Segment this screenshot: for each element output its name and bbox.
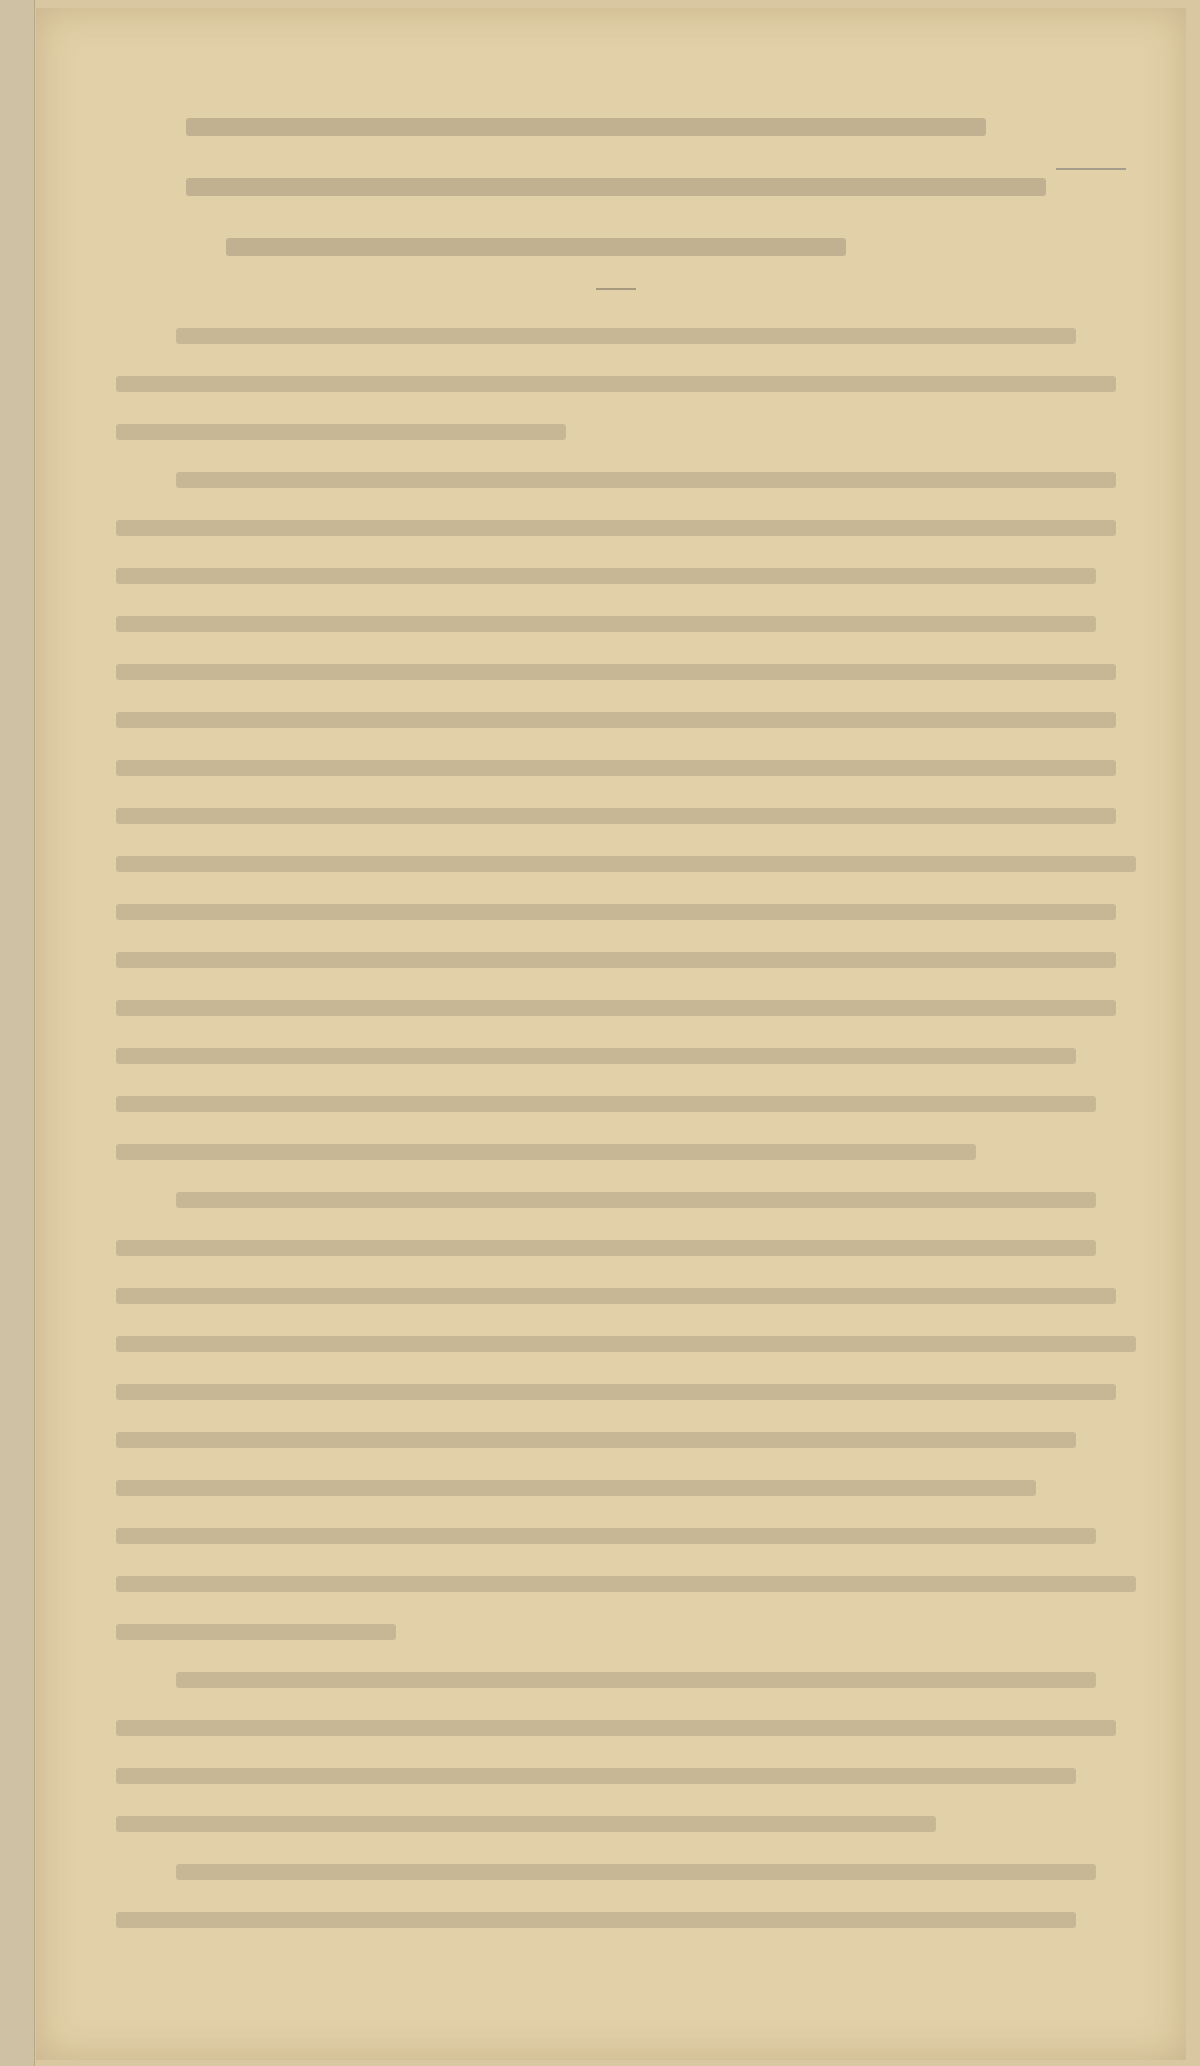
document-body xyxy=(116,328,1156,1960)
text-line xyxy=(116,808,1116,824)
text-line xyxy=(116,1528,1096,1544)
text-line xyxy=(116,1048,1076,1064)
document-page xyxy=(36,8,1186,2060)
text-line xyxy=(116,904,1116,920)
divider xyxy=(596,288,636,290)
text-line xyxy=(116,1480,1036,1496)
text-line xyxy=(116,616,1096,632)
text-line xyxy=(116,1816,936,1832)
text-line xyxy=(116,1720,1116,1736)
text-line xyxy=(116,520,1116,536)
text-line xyxy=(116,1240,1096,1256)
page-number-area xyxy=(1056,108,1126,170)
text-line xyxy=(116,1000,1116,1016)
title-block xyxy=(186,118,1066,298)
text-line xyxy=(116,952,1116,968)
text-line xyxy=(176,328,1076,344)
text-line xyxy=(116,1624,396,1640)
text-line xyxy=(116,1384,1116,1400)
text-line xyxy=(116,568,1096,584)
text-line xyxy=(116,424,566,440)
text-line xyxy=(116,1336,1136,1352)
text-line xyxy=(116,1912,1076,1928)
text-line xyxy=(116,712,1116,728)
title-line-3 xyxy=(226,238,846,256)
title-line-2 xyxy=(186,178,1046,196)
text-line xyxy=(116,376,1116,392)
adjacent-page-edge xyxy=(0,0,35,2066)
text-line xyxy=(116,664,1116,680)
text-line xyxy=(116,760,1116,776)
text-line xyxy=(176,1192,1096,1208)
text-line xyxy=(116,856,1136,872)
text-line xyxy=(116,1144,976,1160)
text-line xyxy=(116,1288,1116,1304)
text-line xyxy=(116,1096,1096,1112)
text-line xyxy=(116,1576,1136,1592)
title-line-1 xyxy=(186,118,986,136)
text-line xyxy=(176,472,1116,488)
text-line xyxy=(176,1864,1096,1880)
text-line xyxy=(116,1432,1076,1448)
text-line xyxy=(116,1768,1076,1784)
text-line xyxy=(176,1672,1096,1688)
